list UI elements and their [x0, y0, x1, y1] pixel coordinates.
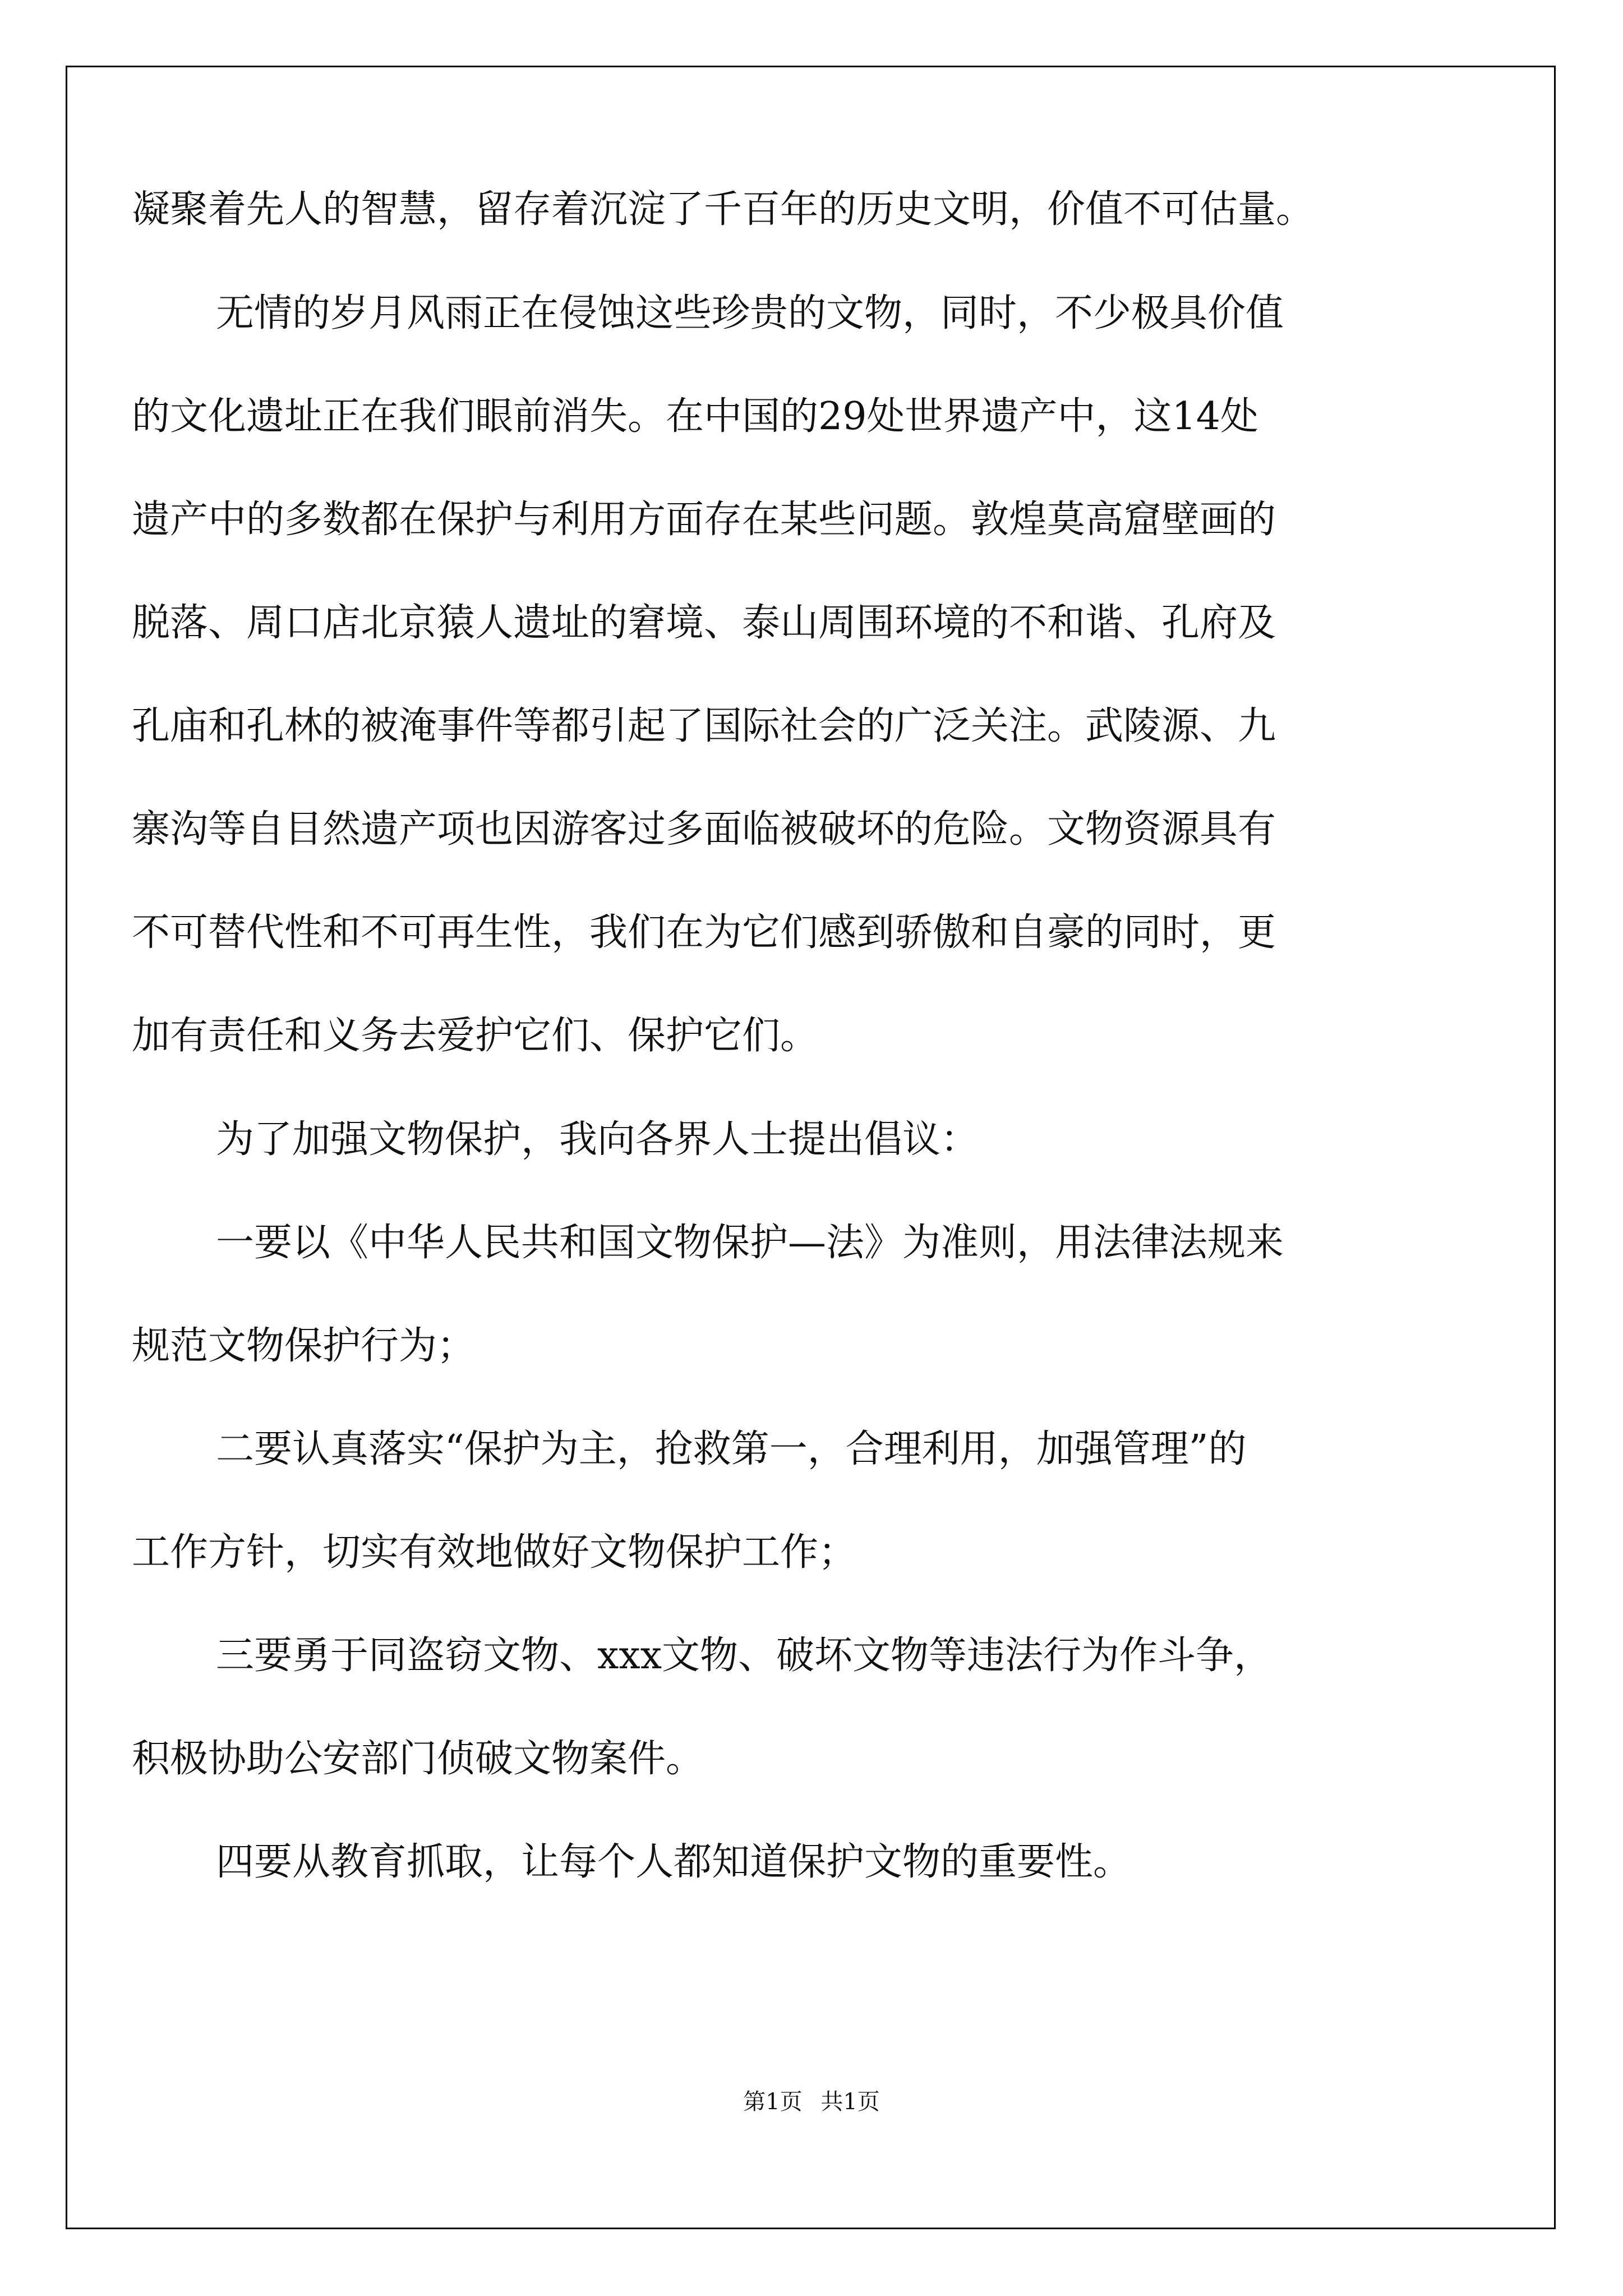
page-total: 共1页	[820, 2089, 880, 2115]
text-line: 无情的岁月风雨正在侵蚀这些珍贵的文物，同时，不少极具价值	[216, 291, 1284, 335]
text-line: 不可替代性和不可再生性，我们在为它们感到骄傲和自豪的同时，更	[132, 910, 1276, 955]
text-line: 二要认真落实“保护为主，抢救第一，合理利用，加强管理”的	[216, 1427, 1247, 1471]
text-line: 规范文物保护行为；	[132, 1324, 476, 1368]
text-line: 孔庙和孔林的被淹事件等都引起了国际社会的广泛关注。武陵源、九	[132, 704, 1276, 748]
text-line: 加有责任和义务去爱护它们、保护它们。	[132, 1014, 819, 1058]
page-number: 第1页	[743, 2089, 803, 2115]
text-line: 脱落、周口店北京猿人遗址的窘境、泰山周围环境的不和谐、孔府及	[132, 601, 1276, 645]
text-line: 积极协助公安部门侦破文物案件。	[132, 1737, 704, 1781]
text-line: 四要从教育抓取，让每个人都知道保护文物的重要性。	[216, 1840, 1132, 1884]
text-line: 为了加强文物保护，我向各界人士提出倡议：	[216, 1117, 979, 1162]
text-line: 的文化遗址正在我们眼前消失。在中国的29处世界遗产中，这14处	[132, 394, 1259, 439]
text-line: 凝聚着先人的智慧，留存着沉淀了千百年的历史文明，价值不可估量。	[132, 187, 1315, 232]
text-line: 寨沟等自目然遗产项也因游客过多面临被破坏的危险。文物资源具有	[132, 807, 1276, 852]
text-line: 工作方针，切实有效地做好文物保护工作；	[132, 1530, 857, 1575]
text-line: 三要勇于同盗窃文物、xxx文物、破坏文物等违法行为作斗争，	[216, 1634, 1272, 1678]
page-footer	[0, 2084, 1623, 2116]
text-line: 遗产中的多数都在保护与利用方面存在某些问题。敦煌莫高窟壁画的	[132, 498, 1276, 542]
text-line: 一要以《中华人民共和国文物保护—法》为准则，用法律法规来	[216, 1221, 1284, 1265]
